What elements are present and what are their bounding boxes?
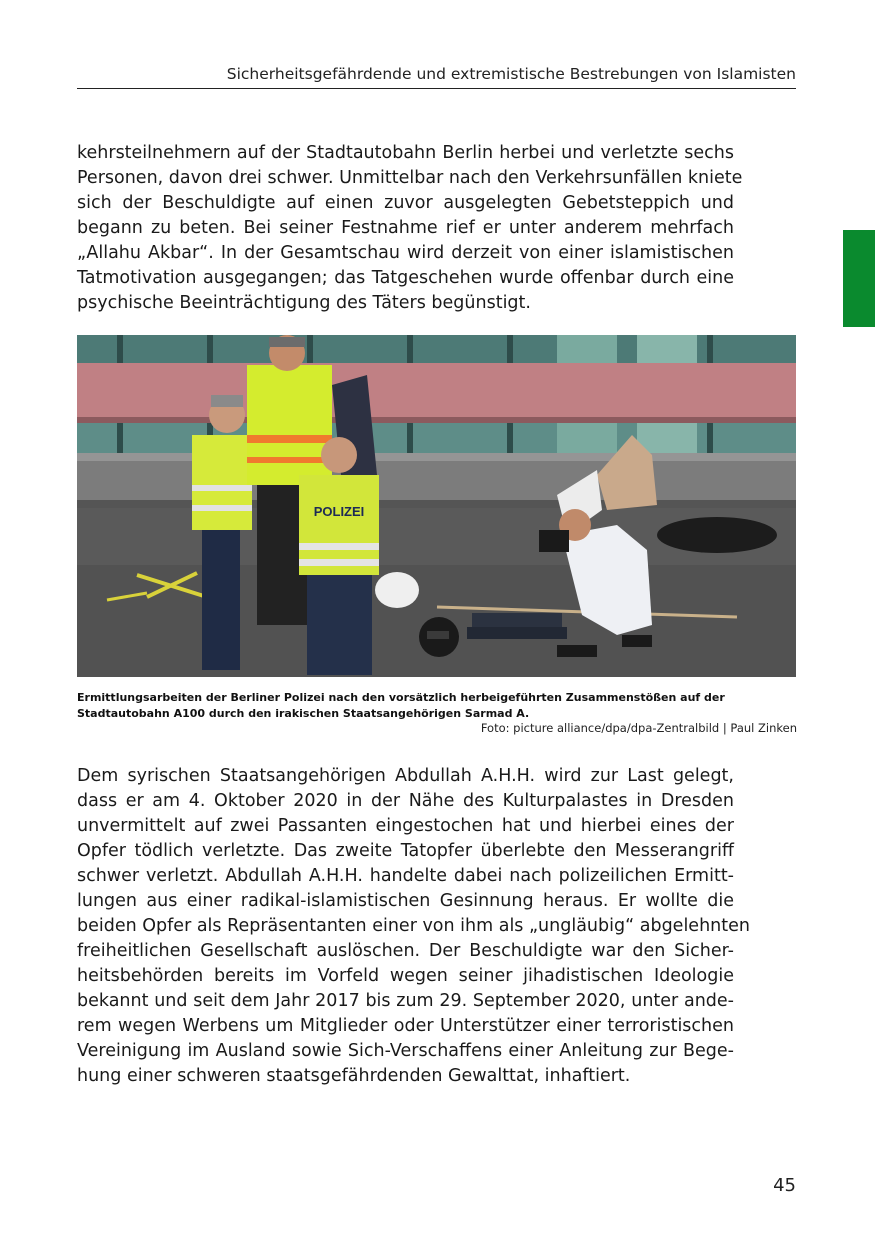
- text-line: Tatmotivation ausgegangen; das Tatgeschehen wurde offenbar durch eine: [77, 268, 734, 288]
- photo-credit: Foto: picture alliance/dpa/dpa-Zentralbild | Paul Zinken: [480, 721, 797, 735]
- text-line: rem wegen Werbens um Mitglieder oder Unterstützer einer terroristischen: [77, 1016, 734, 1036]
- text-line: heitsbehörden bereits im Vorfeld wegen seiner jihadistischen Ideologie: [77, 966, 734, 986]
- text-line: beiden Opfer als Repräsentanten einer von ihm als „ungläubig“ abgelehnten: [77, 916, 750, 936]
- text-line: psychische Beeinträchtigung des Täters begünstigt.: [77, 293, 531, 313]
- text-line: Opfer tödlich verletzte. Das zweite Tatopfer überlebte den Messerangriff: [77, 841, 734, 861]
- text-line: kehrsteilnehmern auf der Stadtautobahn Berlin herbei und verletzte sechs: [77, 143, 734, 163]
- chapter-side-tab: [843, 230, 875, 327]
- news-photo: [77, 335, 796, 677]
- text-line: Dem syrischen Staatsangehörigen Abdullah A.H.H. wird zur Last gelegt,: [77, 766, 734, 786]
- text-line: Personen, davon drei schwer. Unmittelbar nach den Verkehrsunfällen kniete: [77, 168, 743, 188]
- running-header: Sicherheitsgefährdende und extremistische Bestrebungen von Islamisten: [226, 65, 796, 83]
- text-line: freiheitlichen Gesellschaft auslöschen. Der Beschuldigte war den Sicher-: [77, 941, 734, 961]
- vest-label: POLIZEI: [313, 504, 365, 519]
- text-line: unvermittelt auf zwei Passanten eingestochen hat und hierbei eines der: [77, 816, 734, 836]
- photo-caption: Ermittlungsarbeiten der Berliner Polizei nach den vorsätzlich herbeigeführten Zusammenstößen auf der Stadtautobahn A100 durch den irakischen Staatsangehörigen Sarmad A.: [77, 691, 725, 720]
- text-line: bekannt und seit dem Jahr 2017 bis zum 29. September 2020, unter ande-: [77, 991, 734, 1011]
- text-line: Vereinigung im Ausland sowie Sich-Verschaffens einer Anleitung zur Bege-: [77, 1041, 734, 1061]
- text-line: dass er am 4. Oktober 2020 in der Nähe des Kulturpalastes in Dresden: [77, 791, 734, 811]
- text-line: sich der Beschuldigte auf einen zuvor ausgelegten Gebetsteppich und: [77, 193, 734, 213]
- page-number: 45: [773, 1175, 796, 1196]
- paragraph-1: [77, 141, 743, 316]
- paragraph-2: [77, 764, 750, 1089]
- header-rule: [77, 88, 796, 89]
- text-line: „Allahu Akbar“. In der Gesamtschau wird derzeit von einer islamistischen: [77, 243, 734, 263]
- text-line: hung einer schweren staatsgefährdenden Gewalttat, inhaftiert.: [77, 1066, 631, 1086]
- text-line: schwer verletzt. Abdullah A.H.H. handelte dabei nach polizeilichen Ermitt-: [77, 866, 734, 886]
- text-line: begann zu beten. Bei seiner Festnahme rief er unter anderem mehrfach: [77, 218, 734, 238]
- text-line: lungen aus einer radikal-islamistischen Gesinnung heraus. Er wollte die: [77, 891, 734, 911]
